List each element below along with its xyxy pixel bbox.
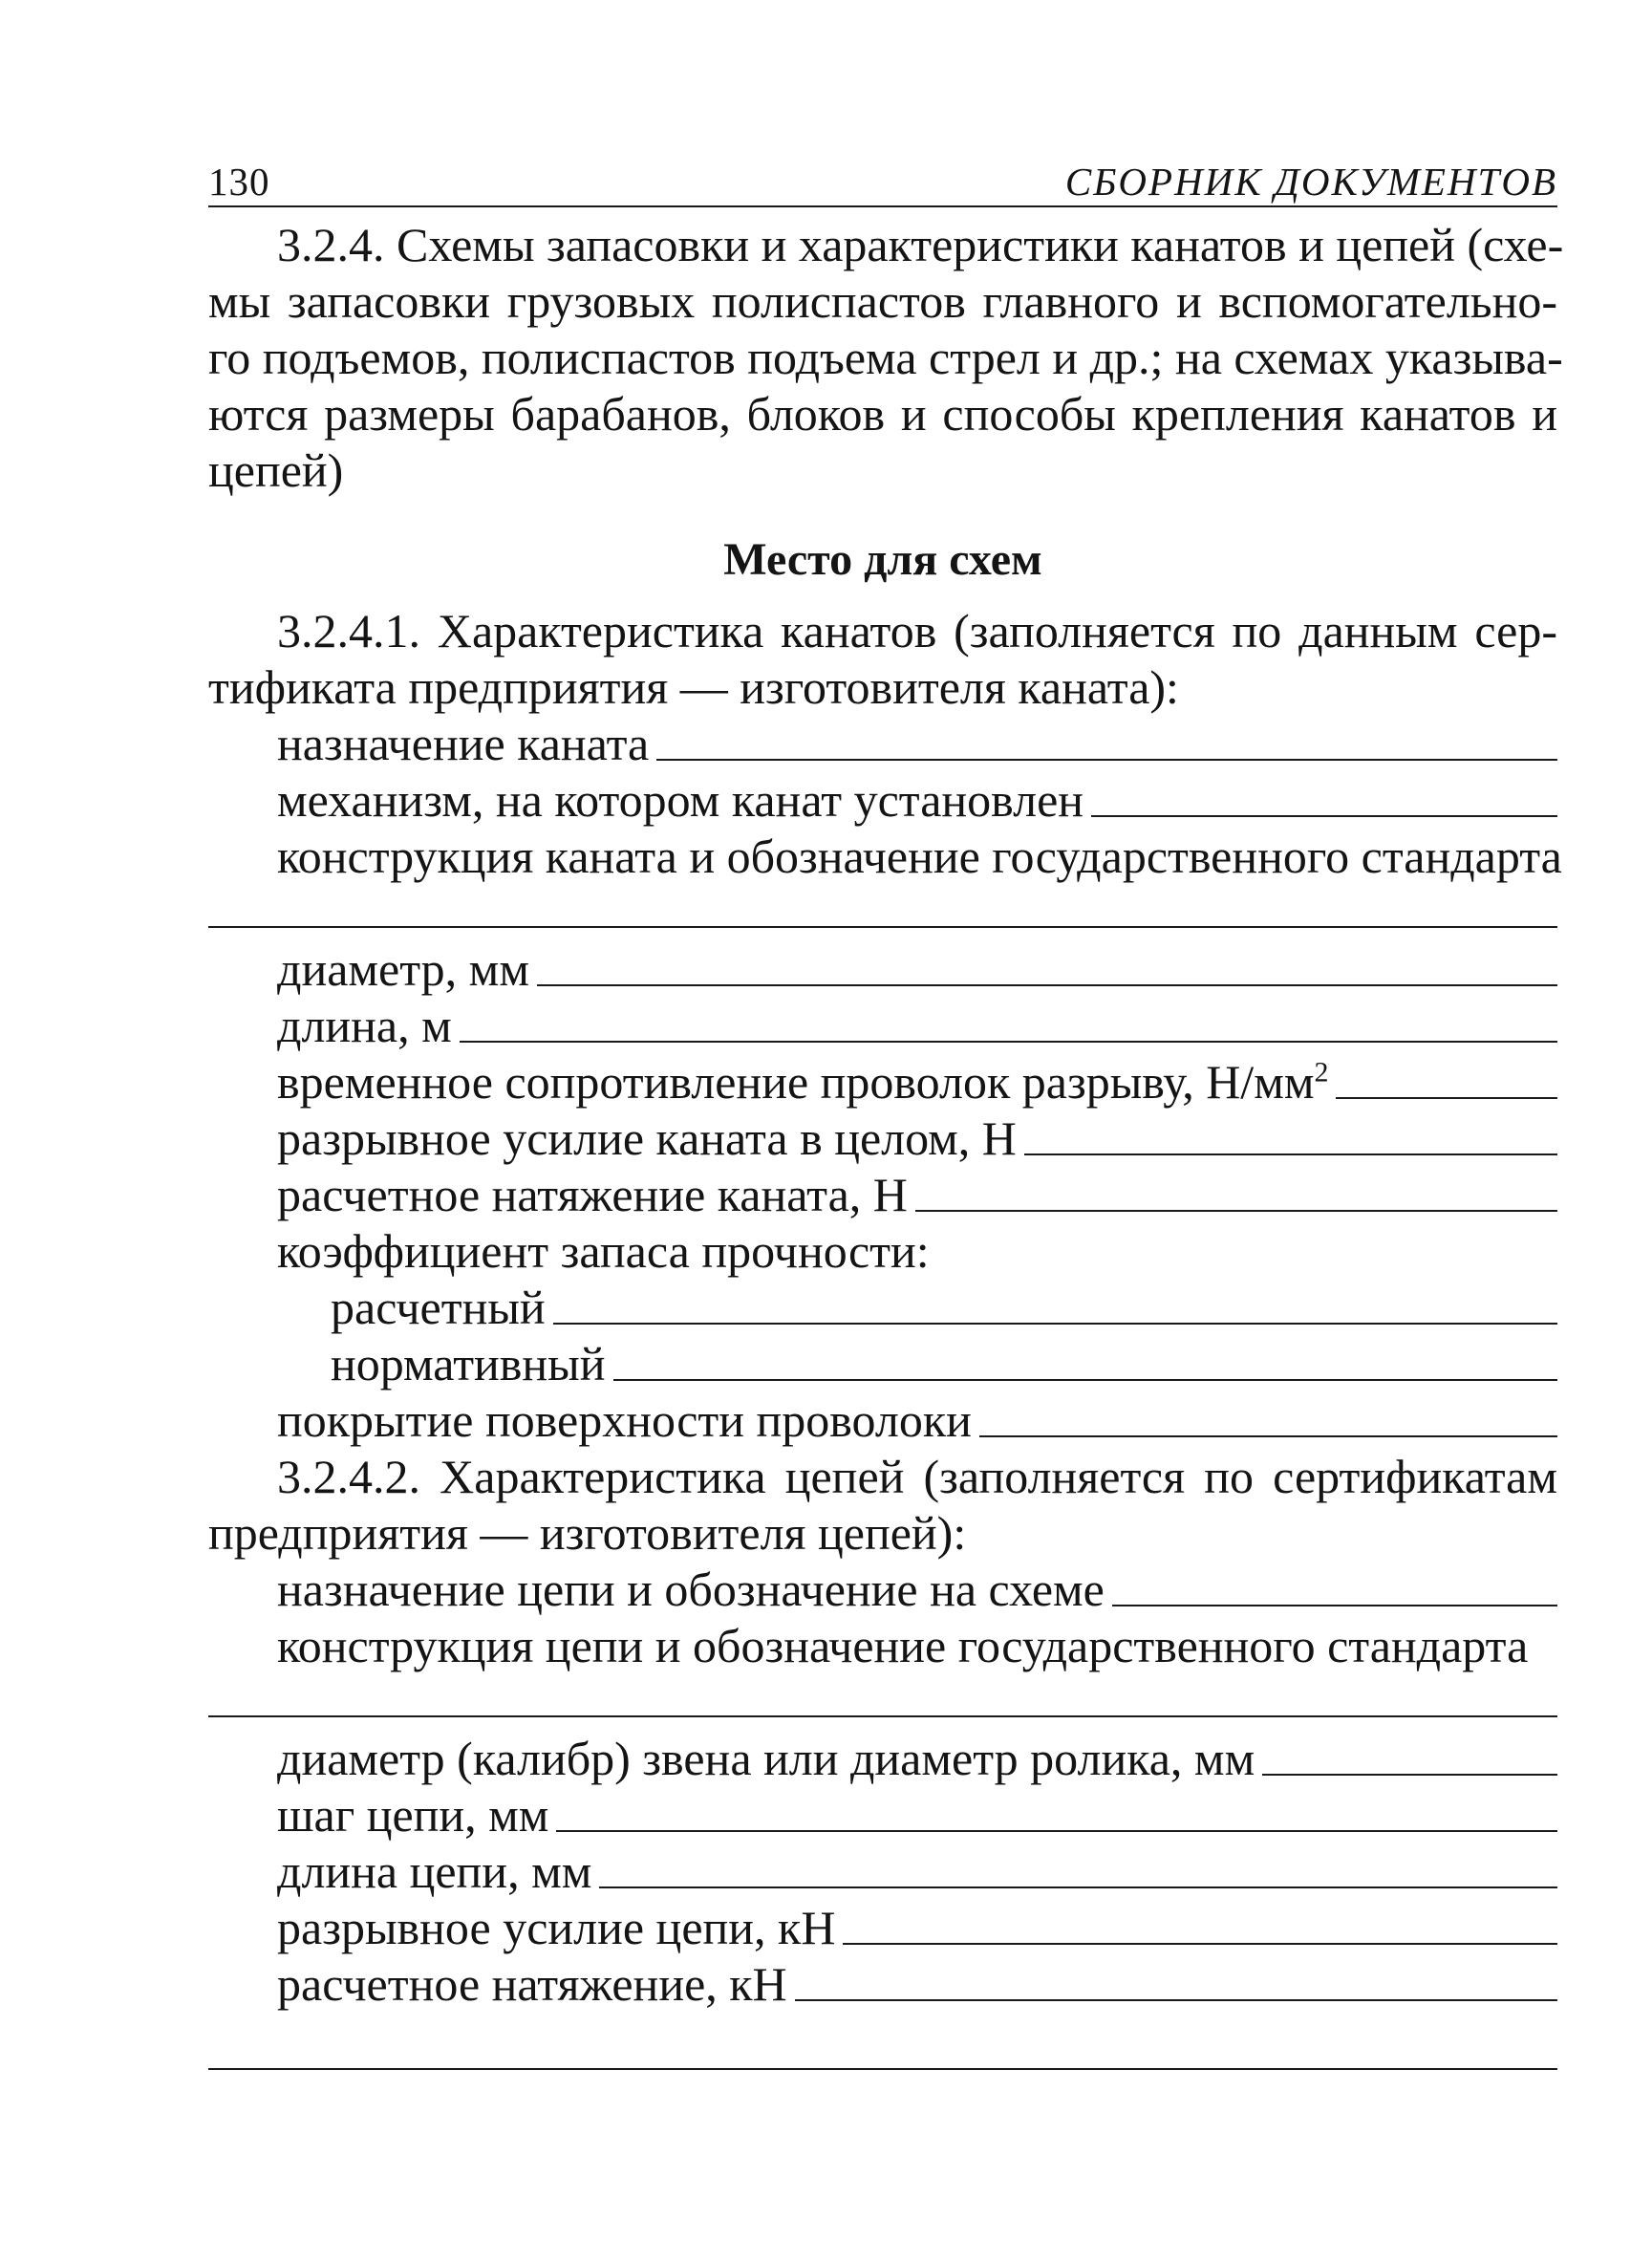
- ropes-title-line: 3.2.4.1. Характеристика канатов (заполняется по данным сер-: [277, 604, 1557, 658]
- rope-breaking-blank[interactable]: [1024, 1153, 1557, 1155]
- chains-title-line: предприятия — изготовителя цепей):: [208, 1506, 967, 1560]
- rope-purpose-label: назначение каната: [277, 717, 650, 770]
- chain-pitch-blank[interactable]: [556, 1830, 1557, 1832]
- chain-construction-blank[interactable]: [208, 1715, 1557, 1717]
- rope-coating-blank[interactable]: [979, 1435, 1557, 1437]
- chain-tension-label: расчетное натяжение, кН: [277, 1957, 787, 2011]
- rope-length-label: длина, м: [277, 999, 452, 1052]
- rope-safety-calc-field: [208, 1280, 1557, 1336]
- rope-construction-field: [208, 829, 1562, 885]
- chain-length-field: [208, 1843, 1557, 1900]
- rope-tensile-label: [277, 1054, 1328, 1110]
- section-body: [208, 217, 1564, 2070]
- chain-construction-field: [208, 1618, 1557, 1674]
- rope-diameter-label: диаметр, мм: [277, 942, 529, 996]
- rope-coating-field: [208, 1392, 1557, 1449]
- chain-link-diameter-label: диаметр (калибр) звена или диаметр ролика, мм: [277, 1732, 1255, 1785]
- rope-diameter-blank[interactable]: [537, 984, 1557, 986]
- chain-length-label: длина цепи, мм: [277, 1844, 592, 1898]
- rope-safety-factor-label: коэффициент запаса прочности:: [277, 1224, 930, 1278]
- rope-tensile-sup: 2: [1314, 1056, 1329, 1089]
- rope-safety-calc-blank[interactable]: [553, 1323, 1557, 1325]
- chain-tension-field: [208, 1956, 1557, 2013]
- rope-mechanism-field: [208, 772, 1557, 829]
- rope-coating-label: покрытие поверхности проволоки: [277, 1393, 972, 1447]
- rope-tension-field: [208, 1167, 1557, 1223]
- chain-construction-label: конструкция цепи и обозначение государственного стандарта: [277, 1619, 1529, 1672]
- chain-pitch-label: шаг цепи, мм: [277, 1788, 549, 1842]
- intro-line: го подъемов, полиспастов подъема стрел и др.; на схемах указыва-: [208, 331, 1563, 384]
- rope-safety-norm-field: [208, 1336, 1557, 1392]
- rope-safety-norm-blank[interactable]: [613, 1379, 1557, 1381]
- rope-tensile-blank[interactable]: [1336, 1097, 1557, 1099]
- document-page: [208, 148, 1564, 2070]
- chain-breaking-label: разрывное усилие цепи, кН: [277, 1901, 836, 1954]
- chain-construction-blank-row: [208, 1674, 1557, 1731]
- chain-purpose-blank[interactable]: [1112, 1605, 1557, 1606]
- running-header: [208, 148, 1557, 207]
- chain-length-blank[interactable]: [599, 1886, 1557, 1888]
- rope-tension-blank[interactable]: [915, 1210, 1557, 1212]
- chain-link-diameter-field: [208, 1731, 1557, 1787]
- chain-breaking-blank[interactable]: [843, 1943, 1557, 1945]
- rope-tensile-field: [208, 1054, 1557, 1110]
- chain-link-diameter-blank[interactable]: [1262, 1774, 1557, 1776]
- chains-section: [208, 1449, 1557, 2013]
- chain-tension-blank[interactable]: [795, 1999, 1557, 2001]
- rope-construction-label: конструкция каната и обозначение государственного стандарта: [277, 830, 1562, 883]
- rope-purpose-field: [208, 716, 1557, 772]
- rope-safety-factor-field: [208, 1223, 1557, 1280]
- rope-construction-blank[interactable]: [208, 926, 1557, 928]
- rope-breaking-label: разрывное усилие каната в целом, Н: [277, 1111, 1017, 1165]
- ropes-section: [208, 603, 1562, 1449]
- rope-mechanism-label: механизм, на котором канат установлен: [277, 773, 1084, 827]
- rope-tension-label: расчетное натяжение каната, Н: [277, 1168, 908, 1221]
- rope-construction-blank-row: [208, 885, 1557, 941]
- chain-pitch-field: [208, 1787, 1557, 1843]
- bottom-spacer: [208, 2013, 1557, 2068]
- rope-mechanism-blank[interactable]: [1091, 815, 1557, 817]
- section-3-2-4-intro: [208, 217, 1564, 499]
- page-number: 130: [208, 160, 270, 204]
- intro-line: ются размеры барабанов, блоков и способы крепления канатов и: [208, 387, 1557, 441]
- intro-line: мы запасовки грузовых полиспастов главного и вспомогательно-: [208, 274, 1557, 328]
- rope-length-field: [208, 998, 1557, 1054]
- rope-length-blank[interactable]: [460, 1041, 1557, 1043]
- bottom-blank-line[interactable]: [208, 2068, 1557, 2070]
- intro-line: 3.2.4. Схемы запасовки и характеристики канатов и цепей (схе-: [277, 218, 1564, 271]
- rope-diameter-field: [208, 941, 1557, 998]
- chains-title-line: 3.2.4.2. Характеристика цепей (заполняется по сертификатам: [277, 1450, 1557, 1503]
- chain-breaking-field: [208, 1900, 1557, 1956]
- rope-safety-calc-label: расчетный: [331, 1281, 546, 1334]
- running-title: СБОРНИК ДОКУМЕНТОВ: [1064, 160, 1557, 204]
- schemes-placeholder-heading: Место для схем: [723, 534, 1042, 585]
- rope-purpose-blank[interactable]: [656, 759, 1557, 761]
- chain-purpose-label: назначение цепи и обозначение на схеме: [277, 1563, 1105, 1616]
- rope-safety-norm-label: нормативный: [331, 1337, 606, 1390]
- rope-tensile-text: временное сопротивление проволок разрыву, Н/мм: [277, 1055, 1315, 1109]
- ropes-title-line: тификата предприятия — изготовителя каната):: [208, 660, 1179, 714]
- rope-breaking-field: [208, 1110, 1557, 1167]
- intro-line: цепей): [208, 443, 344, 497]
- chain-purpose-field: [208, 1562, 1557, 1618]
